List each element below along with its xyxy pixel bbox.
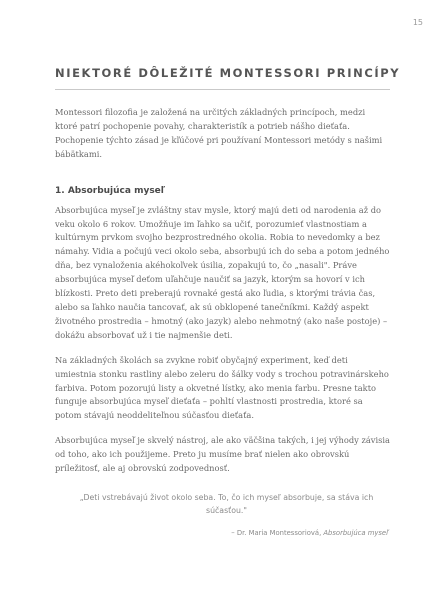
- quote-author: – Dr. Maria Montessoriová,: [231, 528, 322, 537]
- quote-attribution: [55, 529, 390, 537]
- chapter-title: NIEKTORÉ DÔLEŽITÉ MONTESSORI PRINCÍPY: [55, 66, 401, 80]
- body-paragraph-2: Na základných školách sa zvykne robiť obyčajný experiment, keď deti umiestnia stonku rastliny alebo zeleru do šálky vody s trochou potravinárskeho farbiva. Potom pozorujú listy a okvetné lístky, ako menia farbu. Presne takto funguje absorbujúca myseľ dieťaťa – pohltí vlastnosti prostredia, ktoré sa potom stávajú neoddeliteľnou súčasťou dieťaťa.: [55, 354, 389, 421]
- section-heading: 1. Absorbujúca myseľ: [55, 185, 166, 196]
- page-content: [55, 97, 390, 537]
- pull-quote: „Deti vstrebávajú život okolo seba. To, čo ich myseľ absorbuje, sa stáva ich súčasťou.": [79, 492, 374, 515]
- intro-paragraph: Montessori filozofia je založená na určitých základných princípoch, medzi ktoré patrí pochopenie povahy, charakteristík a potrieb nášho dieťaťa. Pochopenie týchto zásad je kľúčové pri používaní Montessori metódy s našimi bábätkami.: [55, 107, 383, 159]
- body-paragraph-3: Absorbujúca myseľ je skvelý nástroj, ale ako väčšina takých, i jej výhody závisia od toho, ako ich použijeme. Preto ju musíme brať nielen ako obrovskú príležitosť, ale aj obrovskú zodpovednosť.: [55, 435, 390, 474]
- quote-source: Absorbujúca myseľ: [323, 528, 388, 537]
- page-number: 15: [412, 18, 423, 27]
- body-paragraph-1: Absorbujúca myseľ je zvláštny stav mysle, ktorý majú deti od narodenia až do veku okolo 6 rokov. Umožňuje im ľahko sa učiť, porozumieť vlastnostiam a kultúrnym prvkom svojho bezprostredného okolia. Robia to nevedomky a bez námahy. Vidia a počujú veci okolo seba, absorbujú ich do seba a potom jedného dňa, bez vynaloženia akéhokoľvek úsilia, zopakujú to, čo „nasali". Práve absorbujúca myseľ deťom uľahčuje naučiť sa jazyk, ktorým sa hovorí v ich blízkosti. Preto deti preberajú rovnaké gestá ako ľudia, s ktorými trávia čas, alebo sa ľahko naučia tancovať, ak sú obklopené tanečníkmi. Každý aspekt životného prostredia – hmotný (ako jazyk) alebo nehmotný (ako naše postoje) – dokážu absorbovať už i tie najmenšie deti.: [55, 204, 390, 340]
- title-divider: [55, 89, 390, 90]
